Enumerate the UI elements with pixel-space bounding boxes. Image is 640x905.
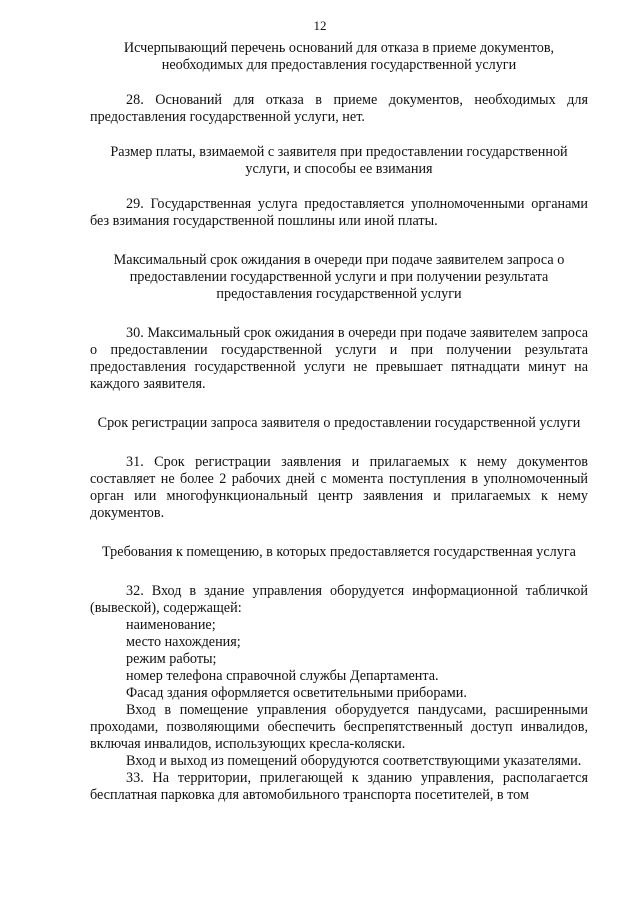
paragraph-32-signs: Вход и выход из помещений оборудуются соответствующими указателями.	[126, 753, 582, 769]
section-heading-premises: Требования к помещению, в которых предоставляется государственная услуга	[102, 544, 576, 560]
paragraph-31: 31. Срок регистрации заявления и прилагаемых к нему документов составляет не более 2 рабочих дней с момента поступления в уполномоченный орган или многофункциональный центр заявления и прилагаемых к нему документов.	[90, 454, 588, 521]
paragraph-32-facade: Фасад здания оформляется осветительными приборами.	[126, 685, 467, 701]
paragraph-29: 29. Государственная услуга предоставляется уполномоченными органами без взимания государственной пошлины или иной платы.	[90, 196, 588, 229]
list-item: режим работы;	[126, 651, 217, 667]
paragraph-28: 28. Оснований для отказа в приеме документов, необходимых для предоставления государственной услуги, нет.	[90, 92, 588, 125]
list-item: место нахождения;	[126, 634, 241, 650]
list-item: номер телефона справочной службы Департамента.	[126, 668, 439, 684]
paragraph-33: 33. На территории, прилегающей к зданию управления, располагается бесплатная парковка для автомобильного транспорта посетителей, в том	[90, 770, 588, 803]
section-heading-refusal-grounds: Исчерпывающий перечень оснований для отказа в приеме документов, необходимых для предоставления государственной услуги	[123, 40, 555, 73]
page-number: 12	[313, 18, 327, 33]
paragraph-30: 30. Максимальный срок ожидания в очереди при подаче заявителем запроса о предоставлении государственной услуги и при получении результата предоставления государственной услуги не превышает пятнадцати минут на каждого заявителя.	[90, 325, 588, 392]
section-heading-registration-time: Срок регистрации запроса заявителя о предоставлении государственной услуги	[97, 415, 581, 431]
section-heading-fee: Размер платы, взимаемой с заявителя при предоставлении государственной услуги, и способы ее взимания	[110, 144, 568, 177]
paragraph-32-access: Вход в помещение управления оборудуется пандусами, расширенными проходами, позволяющими обеспечить беспрепятственный доступ инвалидов, включая инвалидов, использующих кресла-коляски.	[90, 702, 588, 752]
list-item: наименование;	[126, 617, 216, 633]
paragraph-32: 32. Вход в здание управления оборудуется информационной табличкой (вывеской), содержащей:	[90, 583, 588, 616]
document-body	[90, 40, 588, 804]
section-heading-queue-time: Максимальный срок ожидания в очереди при подаче заявителем запроса о предоставлении государственной услуги и при получении результата предоставления государственной услуги	[113, 252, 565, 302]
